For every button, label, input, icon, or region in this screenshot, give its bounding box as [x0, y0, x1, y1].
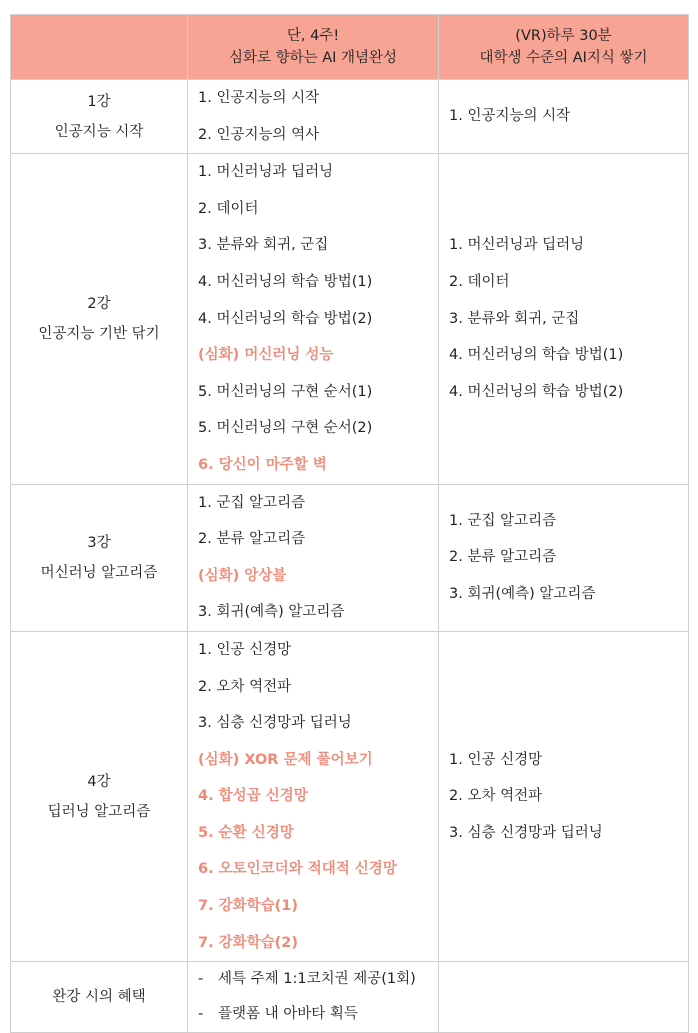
header-course-4weeks-line1: 단, 4주! [286, 28, 340, 44]
header-corner-cell [11, 15, 188, 80]
advanced-item: (심화) 앙상블 [198, 567, 287, 584]
lesson-row [11, 631, 689, 961]
benefit-item [198, 997, 438, 1032]
bullet-dash: - [198, 971, 204, 988]
course-4weeks-items [188, 154, 439, 484]
lesson-item: 1. 인공지능의 시작 [198, 90, 320, 106]
advanced-item: 4. 합성곱 신경망 [198, 788, 308, 805]
header-course-vr-line2: 대학생 수준의 AI지식 쌓기 [479, 50, 648, 66]
course-4weeks-items [188, 631, 439, 961]
course-vr-items [439, 484, 689, 631]
lesson-item: 2. 분류 알고리즘 [198, 531, 306, 548]
lesson-item: 1. 인공 신경망 [449, 751, 543, 768]
lesson-item: 3. 심층 신경망과 딥러닝 [449, 824, 603, 841]
lesson-item: 1. 인공 신경망 [198, 641, 292, 658]
lesson-number: 1강 [87, 93, 111, 110]
advanced-item: (심화) XOR 문제 풀어보기 [198, 751, 373, 768]
curriculum-table [10, 14, 689, 1033]
lesson-item: 2. 분류 알고리즘 [449, 549, 557, 566]
lesson-item: 2. 데이터 [198, 200, 259, 217]
lesson-item: 4. 머신러닝의 학습 방법(1) [449, 347, 624, 364]
lesson-item: 5. 머신러닝의 구현 순서(2) [198, 420, 373, 437]
lesson-item: 4. 머신러닝의 학습 방법(2) [198, 310, 373, 327]
lesson-item: 3. 심층 신경망과 딥러닝 [198, 715, 352, 732]
lesson-item: 1. 머신러닝과 딥러닝 [449, 237, 585, 254]
lesson-row [11, 154, 689, 484]
lesson-item: 3. 회귀(예측) 알고리즘 [198, 604, 345, 621]
lesson-title-cell [11, 80, 188, 154]
lesson-title-cell [11, 631, 188, 961]
benefit-item [198, 962, 438, 997]
benefits-row [11, 962, 689, 1033]
header-course-4weeks [188, 15, 439, 80]
lesson-item: 1. 군집 알고리즘 [449, 512, 557, 529]
lesson-title-cell [11, 154, 188, 484]
lesson-item: 3. 회귀(예측) 알고리즘 [449, 586, 596, 603]
course-4weeks-items [188, 484, 439, 631]
benefits-list [188, 962, 439, 1033]
course-4weeks-items [188, 80, 439, 154]
lesson-item: 1. 머신러닝과 딥러닝 [198, 164, 334, 181]
lesson-item: 2. 오차 역전파 [198, 678, 292, 695]
lesson-row [11, 484, 689, 631]
lesson-title: 딥러닝 알고리즘 [47, 803, 151, 820]
lesson-number: 3강 [87, 534, 111, 551]
lesson-row [11, 80, 689, 154]
advanced-item: 6. 당신이 마주할 벽 [198, 456, 327, 473]
bullet-dash: - [198, 1006, 204, 1023]
header-course-vr-line1: (VR)하루 30분 [515, 28, 612, 44]
lesson-item: 1. 인공지능의 시작 [449, 108, 571, 125]
lesson-title: 인공지능 시작 [54, 123, 144, 140]
advanced-item: (심화) 머신러닝 성능 [198, 347, 334, 364]
lesson-item: 2. 인공지능의 역사 [198, 126, 320, 143]
lesson-item: 2. 오차 역전파 [449, 788, 543, 805]
lesson-item: 1. 군집 알고리즘 [198, 494, 306, 511]
header-row [11, 15, 689, 80]
benefits-title: 완강 시의 혜택 [11, 962, 188, 1033]
lesson-number: 2강 [87, 295, 111, 312]
lesson-title: 머신러닝 알고리즘 [40, 564, 158, 581]
lesson-title-cell [11, 484, 188, 631]
header-course-4weeks-line2: 심화로 향하는 AI 개념완성 [228, 50, 398, 66]
lesson-title: 인공지능 기반 닦기 [38, 325, 160, 342]
lesson-item: 2. 데이터 [449, 273, 510, 290]
lesson-item: 5. 머신러닝의 구현 순서(1) [198, 383, 373, 400]
advanced-item: 5. 순환 신경망 [198, 824, 294, 841]
advanced-item: 7. 강화학습(1) [198, 898, 299, 915]
advanced-item: 6. 오토인코더와 적대적 신경망 [198, 861, 397, 878]
lesson-item: 3. 분류와 회귀, 군집 [198, 237, 329, 254]
header-course-vr [439, 15, 689, 80]
benefit-item-text: 플랫폼 내 아바타 획득 [218, 1006, 358, 1023]
lesson-number: 4강 [87, 773, 111, 790]
benefits-vr-cell [439, 962, 689, 1033]
advanced-item: 7. 강화학습(2) [198, 934, 299, 951]
lesson-item: 4. 머신러닝의 학습 방법(1) [198, 273, 373, 290]
course-vr-items [439, 80, 689, 154]
lesson-item: 3. 분류와 회귀, 군집 [449, 310, 580, 327]
course-vr-items [439, 631, 689, 961]
course-vr-items [439, 154, 689, 484]
lesson-item: 4. 머신러닝의 학습 방법(2) [449, 383, 624, 400]
benefit-item-text: 세특 주제 1:1코치권 제공(1회) [218, 971, 416, 988]
